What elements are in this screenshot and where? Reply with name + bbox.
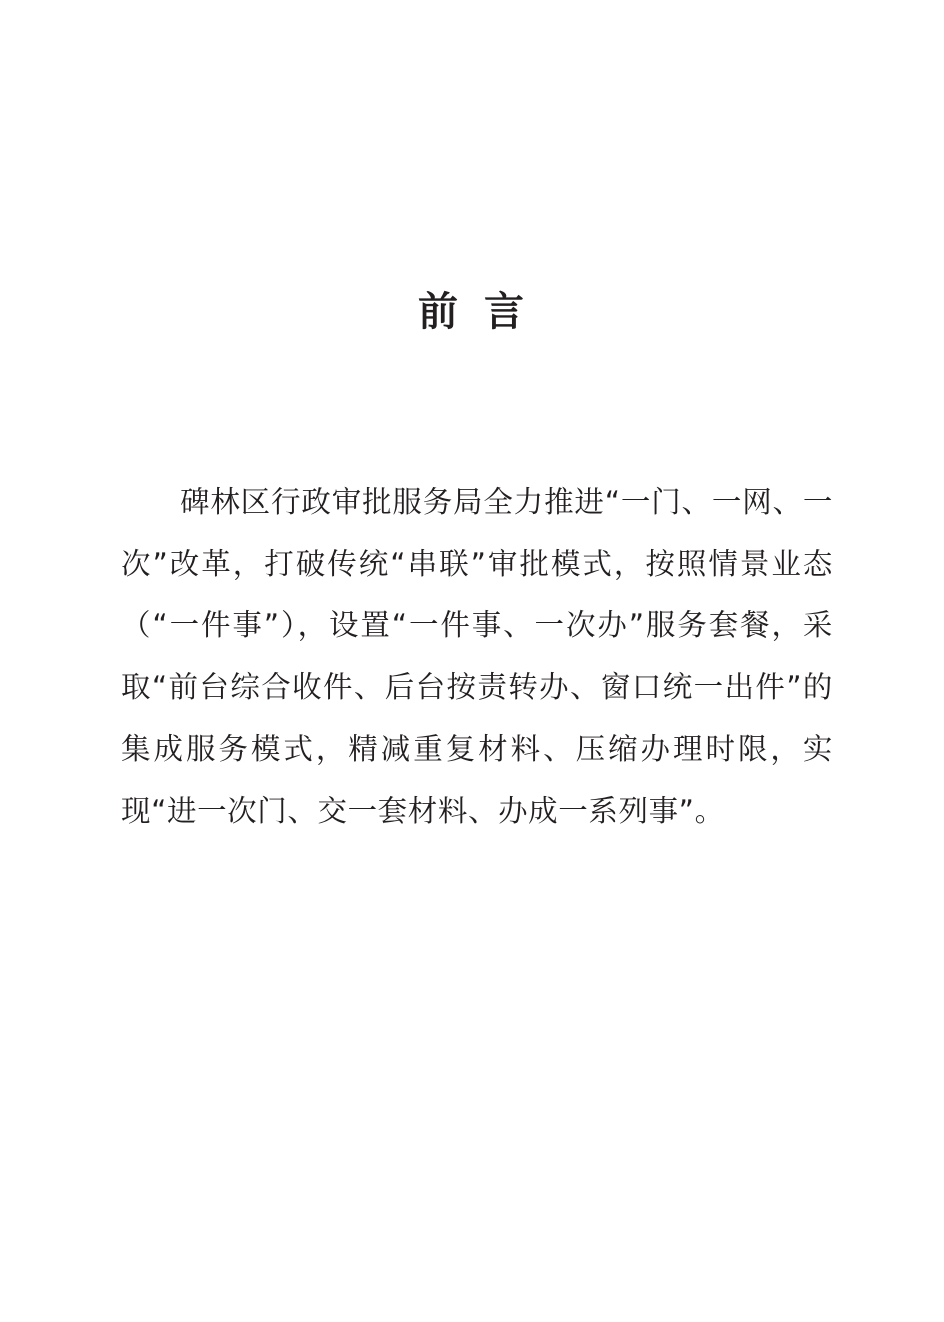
body-paragraph: 碑林区行政审批服务局全力推进“一门、一网、一次”改革，打破传统“串联”审批模式，按照情景业态（“一件事”），设置“一件事、一次办”服务套餐，采取“前台综合收件、后台按责转办、窗口统一出件”的集成服务模式，精减重复材料、压缩办理时限，实现“进一次门、交一套材料、办成一系列事”。 (121, 485, 833, 828)
page-title (0, 282, 944, 342)
title-char-2: 言 (484, 288, 526, 335)
title-char-1: 前 (418, 288, 460, 335)
